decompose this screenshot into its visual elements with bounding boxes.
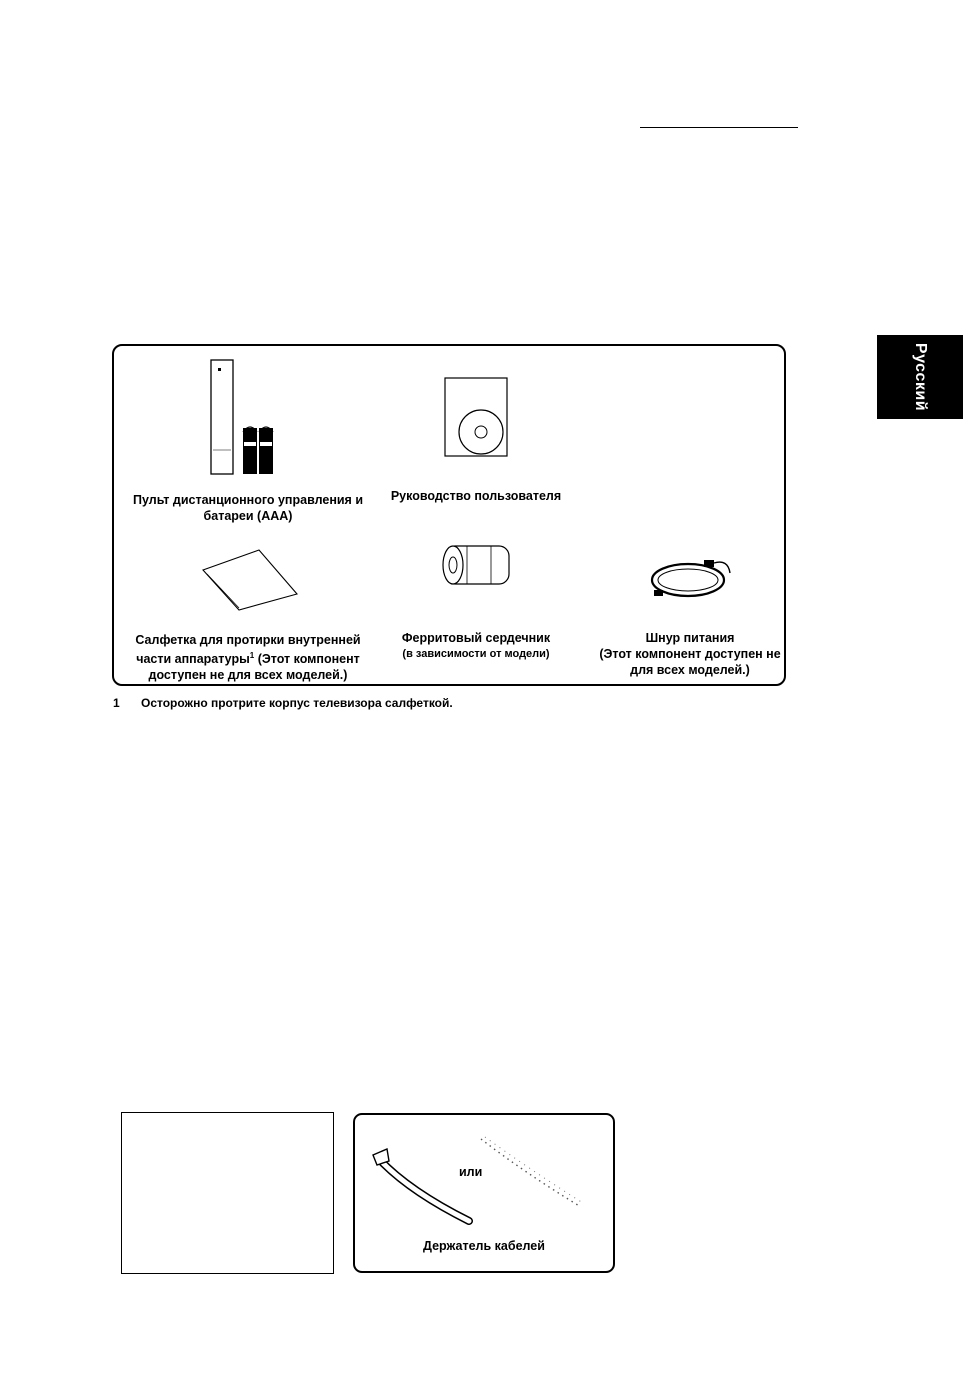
language-tab <box>877 335 963 419</box>
manual-caption: Руководство пользователя <box>390 489 562 503</box>
cloth-caption <box>114 632 382 683</box>
cloth-caption-line2a: части аппаратуры <box>136 652 250 667</box>
accessory-power-cord <box>594 552 786 678</box>
cable-holder-tie-icon <box>475 1133 595 1213</box>
footnote-ref: 1 <box>249 651 255 660</box>
accessories-box <box>112 344 786 686</box>
cloth-caption-line2 <box>114 648 382 667</box>
accessory-remote <box>114 358 382 524</box>
power-cord-caption: Шнур питания <box>645 631 735 645</box>
footnote <box>113 696 453 710</box>
cable-holder-caption: Держатель кабелей <box>423 1239 545 1253</box>
empty-frame <box>121 1112 334 1274</box>
remote-control-icon <box>203 358 293 478</box>
cloth-caption-line2b: (Этот компонент <box>254 652 360 667</box>
ferrite-note: (в зависимости от модели) <box>402 648 550 660</box>
cleaning-cloth-icon <box>193 546 303 612</box>
power-cord-note: (Этот компонент доступен не для всех моделей.) <box>599 647 781 677</box>
ferrite-caption: Ферритовый сердечник <box>401 631 551 645</box>
accessory-ferrite <box>376 536 576 662</box>
cloth-caption-line1: Салфетка для протирки внутренней <box>135 633 361 647</box>
language-tab-label: Русский <box>912 342 929 412</box>
remote-caption: Пульт дистанционного управления и батареи (AAA) <box>133 493 363 523</box>
power-cord-icon <box>642 552 738 604</box>
accessory-cloth <box>114 546 382 683</box>
manual-cd-icon <box>431 376 521 466</box>
cable-holder-strip-icon <box>365 1145 485 1225</box>
accessory-manual <box>376 376 576 504</box>
or-label: или <box>459 1165 483 1179</box>
cable-holder-box <box>353 1113 615 1273</box>
ferrite-core-icon <box>431 536 521 596</box>
footnote-text: Осторожно протрите корпус телевизора салфеткой. <box>141 696 453 710</box>
header-rule <box>640 127 798 128</box>
cloth-caption-line3: доступен не для всех моделей.) <box>148 668 348 683</box>
footnote-number: 1 <box>113 696 120 710</box>
